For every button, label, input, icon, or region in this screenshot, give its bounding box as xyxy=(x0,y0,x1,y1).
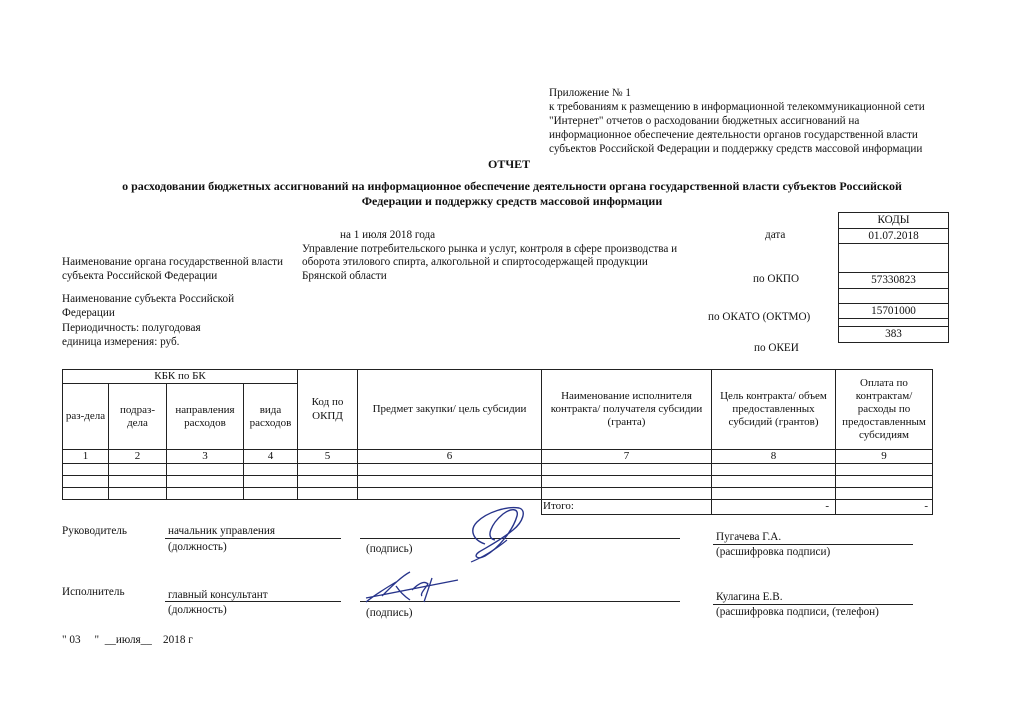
org-name-line: Управление потребительского рынка и услуг, контроля в сфере производства и xyxy=(302,243,678,255)
total-label: Итого: xyxy=(542,500,712,514)
column-number: 2 xyxy=(109,450,167,464)
position-caption: (должность) xyxy=(168,541,227,553)
codes-empty-cell xyxy=(839,289,948,304)
column-number: 6 xyxy=(358,450,542,464)
total-value: - xyxy=(836,500,933,514)
okpo-value: 57330823 xyxy=(839,273,948,289)
appendix-text-line: субъектов Российской Федерации и поддержку средств массовой информации xyxy=(549,143,923,155)
decode-phone-caption: (расшифровка подписи, (телефон) xyxy=(716,606,879,618)
executor-signature-image xyxy=(362,566,462,608)
head-position: начальник управления xyxy=(168,525,276,537)
position-underline xyxy=(165,538,341,539)
subject-label: Федерации xyxy=(62,307,115,319)
column-number: 1 xyxy=(63,450,109,464)
column-header: вида расходов xyxy=(244,384,298,450)
column-header: Цель контракта/ объем предоставленных субсидий (грантов) xyxy=(712,370,836,450)
appendix-text-line: информационное обеспечение деятельности органов государственной власти xyxy=(549,129,918,141)
okpo-label: по ОКПО xyxy=(753,273,800,285)
column-header: раз-дела xyxy=(63,384,109,450)
date-label: дата xyxy=(765,229,786,241)
kbk-header: КБК по БК xyxy=(63,370,298,384)
column-number: 9 xyxy=(836,450,933,464)
org-name-line: оборота этилового спирта, алкогольной и спиртосодержащей продукции xyxy=(302,256,648,268)
codes-empty-cell xyxy=(839,244,948,273)
table-row xyxy=(63,476,933,488)
report-subtitle: о расходовании бюджетных ассигнований на информационное обеспечение деятельности органа государственной власти субъектов Российской xyxy=(122,179,902,193)
column-header: подраз-дела xyxy=(109,384,167,450)
org-name-line: Брянской области xyxy=(302,270,387,282)
date-value: 01.07.2018 xyxy=(839,229,948,245)
table-row xyxy=(63,464,933,476)
okei-label: по ОКЕИ xyxy=(754,342,799,354)
okato-value: 15701000 xyxy=(839,304,948,320)
report-table xyxy=(62,369,933,515)
okato-label: по ОКАТО (ОКТМО) xyxy=(708,311,811,323)
signature-caption: (подпись) xyxy=(366,607,413,619)
appendix-text-line: "Интернет" отчетов о расходовании бюджетных ассигнований на xyxy=(549,115,860,127)
decode-caption: (расшифровка подписи) xyxy=(716,546,831,558)
report-subtitle: Федерации и поддержку средств массовой информации xyxy=(361,194,663,208)
total-value: - xyxy=(712,500,836,514)
subject-label: Наименование субъекта Российской xyxy=(62,293,235,305)
column-number: 8 xyxy=(712,450,836,464)
head-name: Пугачева Г.А. xyxy=(716,531,782,543)
column-header: Код по ОКПД xyxy=(298,370,358,450)
head-label: Руководитель xyxy=(62,525,127,537)
signing-date: " 03 " __июля__ 2018 г xyxy=(62,634,193,646)
column-number: 3 xyxy=(167,450,244,464)
executor-position: главный консультант xyxy=(168,589,268,601)
appendix-title: Приложение № 1 xyxy=(549,87,631,99)
column-header: Предмет закупки/ цель субсидии xyxy=(358,370,542,450)
column-header: направления расходов xyxy=(167,384,244,450)
position-underline xyxy=(165,601,341,602)
column-number: 5 xyxy=(298,450,358,464)
executor-name: Кулагина Е.В. xyxy=(716,591,783,603)
org-label: субъекта Российской Федерации xyxy=(62,270,218,282)
executor-label: Исполнитель xyxy=(62,586,125,598)
column-number: 4 xyxy=(244,450,298,464)
codes-empty-cell xyxy=(839,319,948,327)
report-title: ОТЧЕТ xyxy=(488,157,531,171)
table-row xyxy=(63,488,933,500)
column-header: Наименование исполнителя контракта/ получателя субсидии (гранта) xyxy=(542,370,712,450)
okei-value: 383 xyxy=(839,327,948,343)
column-number: 7 xyxy=(542,450,712,464)
table-row xyxy=(63,450,933,464)
org-label: Наименование органа государственной власти xyxy=(62,256,284,268)
appendix-text-line: к требованиям к размещению в информационной телекоммуникационной сети xyxy=(549,101,925,113)
codes-box xyxy=(838,212,949,343)
periodicity: Периодичность: полугодовая xyxy=(62,322,201,334)
column-header: Оплата по контрактам/расходы по предоставленным субсидиям xyxy=(836,370,933,450)
signature-caption: (подпись) xyxy=(366,543,413,555)
report-date: на 1 июля 2018 года xyxy=(340,229,436,241)
head-signature-image xyxy=(455,500,535,566)
position-caption: (должность) xyxy=(168,604,227,616)
codes-header: КОДЫ xyxy=(839,213,948,229)
unit: единица измерения: руб. xyxy=(62,336,180,348)
